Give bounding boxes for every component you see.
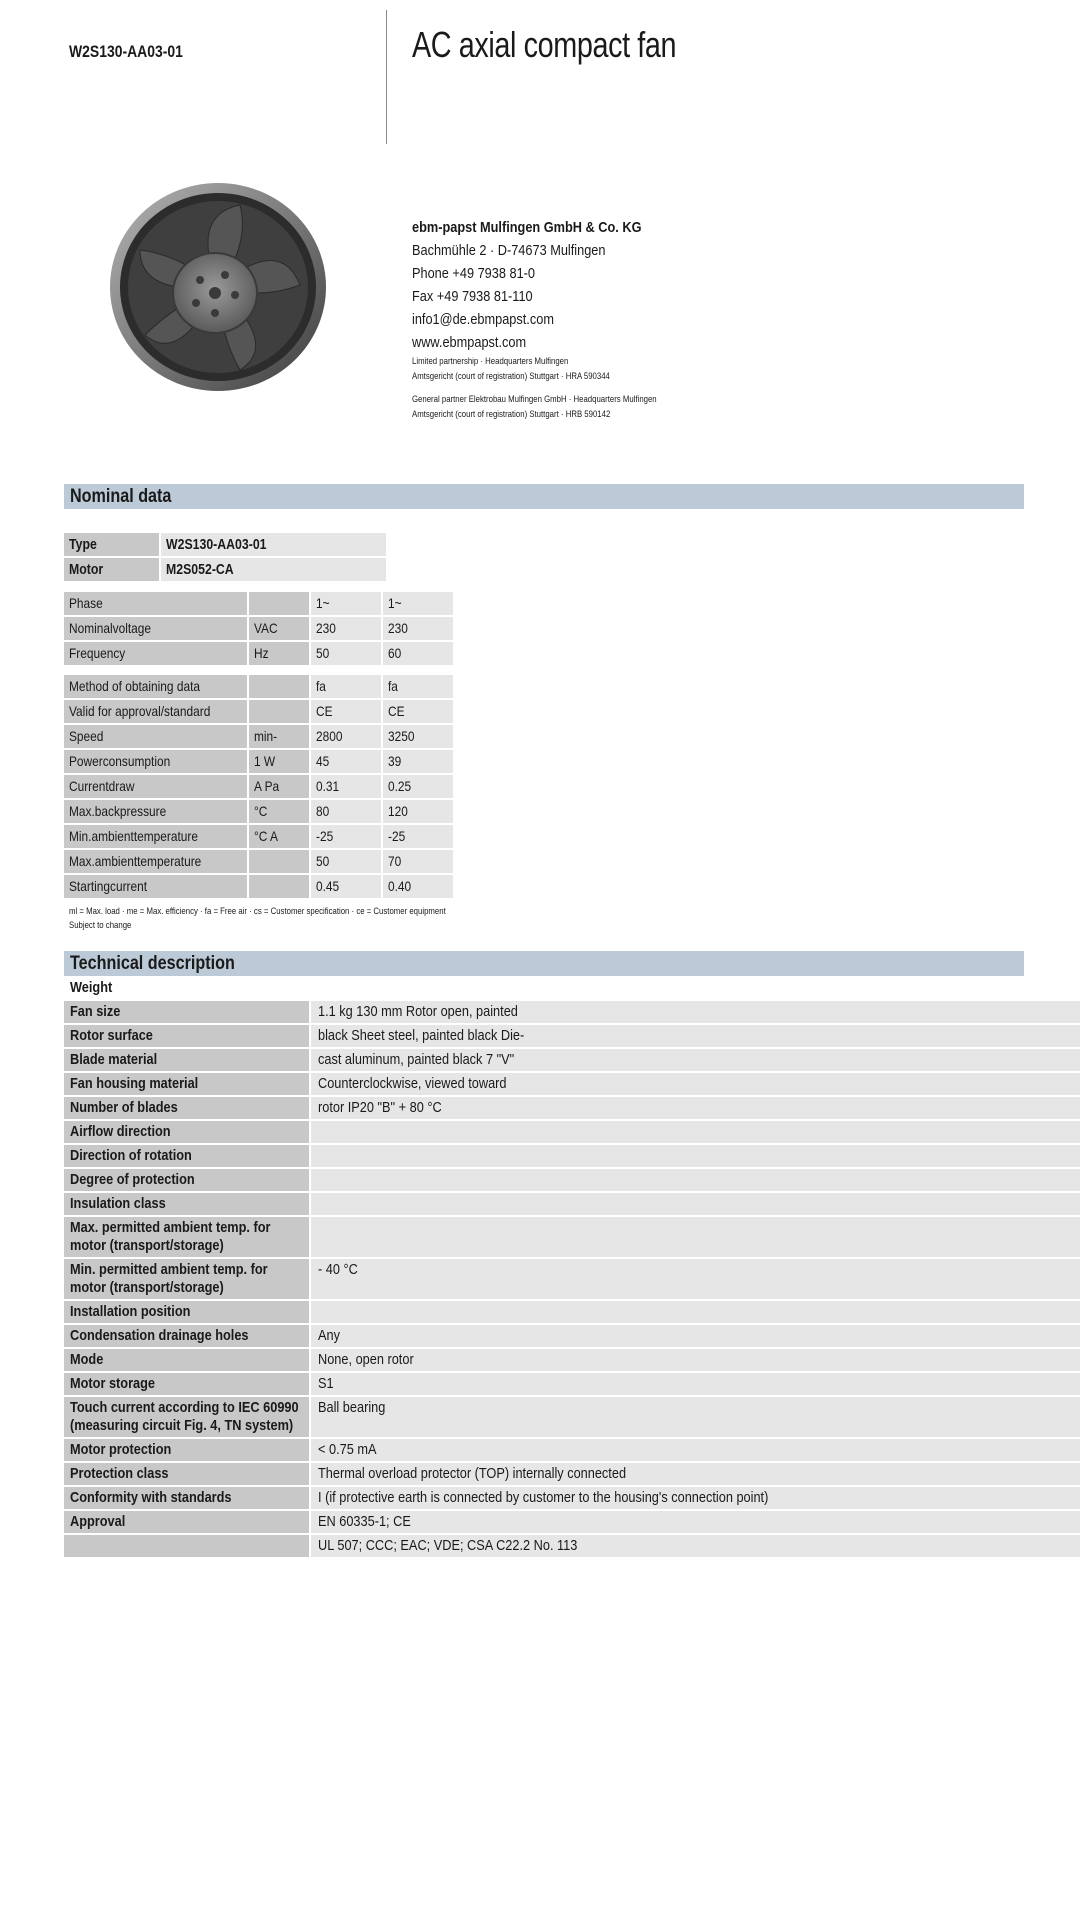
nominal-value-60hz <box>383 875 453 898</box>
nominal-row <box>64 850 453 873</box>
company-info <box>412 216 710 422</box>
nominal-value-50hz <box>311 675 381 698</box>
technical-row <box>64 1121 1024 1143</box>
technical-param-value <box>311 1025 1080 1047</box>
nominal-param-label <box>64 675 247 698</box>
technical-row <box>64 1463 1024 1485</box>
nominal-value-60hz-text: 120 <box>388 803 408 819</box>
nominal-param-label <box>64 750 247 773</box>
technical-param-label <box>64 977 309 999</box>
technical-param-value <box>311 1193 1080 1215</box>
technical-param-label-text: Rotor surface <box>70 1027 153 1044</box>
technical-param-label <box>64 1121 309 1143</box>
technical-param-value <box>311 1349 1080 1371</box>
technical-row <box>64 1301 1024 1323</box>
nominal-param-label <box>64 725 247 748</box>
nominal-value-60hz-text: fa <box>388 678 398 694</box>
nominal-value-60hz <box>383 700 453 723</box>
nominal-value-50hz-text: 230 <box>316 620 336 636</box>
type-value: W2S130-AA03-01 <box>161 533 386 556</box>
nominal-value-50hz-text: 45 <box>316 753 330 769</box>
technical-param-value <box>311 1097 1080 1119</box>
nominal-unit-text: VAC <box>254 620 278 636</box>
technical-row <box>64 1145 1024 1167</box>
nominal-value-50hz <box>311 825 381 848</box>
technical-param-label-text: Max. permitted ambient temp. for motor (transport/storage) <box>70 1219 271 1254</box>
technical-param-label <box>64 1511 309 1533</box>
nominal-value-60hz-text: CE <box>388 703 405 719</box>
nominal-value-60hz-text: 70 <box>388 853 402 869</box>
technical-param-value <box>311 1259 1080 1299</box>
technical-param-label-text: Touch current according to IEC 60990 (measuring circuit Fig. 4, TN system) <box>70 1399 299 1434</box>
nominal-unit <box>249 700 309 723</box>
nominal-param-label-text: Powerconsumption <box>69 753 171 769</box>
nominal-value-60hz <box>383 850 453 873</box>
nominal-unit <box>249 775 309 798</box>
nominal-param-label-text: Startingcurrent <box>69 878 148 894</box>
nominal-value-50hz-text: CE <box>316 703 333 719</box>
technical-param-label-text: Number of blades <box>70 1099 178 1116</box>
nominal-param-label-text: Max.backpressure <box>69 803 167 819</box>
technical-param-label-text: Condensation drainage holes <box>70 1327 249 1344</box>
technical-param-value-text: black Sheet steel, painted black Die- <box>318 1027 525 1044</box>
nominal-row <box>64 875 453 898</box>
technical-param-value <box>311 1373 1080 1395</box>
technical-param-label-text: Insulation class <box>70 1195 166 1212</box>
technical-param-label <box>64 1025 309 1047</box>
type-label: Type <box>64 533 159 556</box>
nominal-param-label <box>64 592 247 615</box>
technical-row <box>64 1325 1024 1347</box>
nominal-param-label <box>64 850 247 873</box>
technical-row <box>64 1439 1024 1461</box>
technical-param-value-text: < 0.75 mA <box>318 1441 377 1458</box>
nominal-unit <box>249 800 309 823</box>
nominal-value-60hz <box>383 750 453 773</box>
technical-param-value-text: UL 507; CCC; EAC; VDE; CSA C22.2 No. 113 <box>318 1537 578 1554</box>
nominal-value-60hz-text: 39 <box>388 753 402 769</box>
product-code: W2S130-AA03-01 <box>69 42 183 61</box>
nominal-value-50hz <box>311 642 381 665</box>
nominal-unit-text: 1 W <box>254 753 276 769</box>
technical-param-label <box>64 1439 309 1461</box>
nominal-unit <box>249 725 309 748</box>
technical-row <box>64 1397 1024 1437</box>
nominal-value-60hz-text: -25 <box>388 828 406 844</box>
technical-row <box>64 1049 1024 1071</box>
technical-param-label-text: Motor protection <box>70 1441 172 1458</box>
nominal-row <box>64 775 453 798</box>
nominal-param-label <box>64 800 247 823</box>
nominal-value-50hz-text: 1~ <box>316 595 330 611</box>
technical-row <box>64 1535 1024 1557</box>
technical-row <box>64 977 1024 999</box>
technical-param-value-text: 1.1 kg 130 mm Rotor open, painted <box>318 1003 518 1020</box>
nominal-param-label-text: Nominalvoltage <box>69 620 152 636</box>
company-phone: Phone +49 7938 81-0 <box>412 265 536 282</box>
nominal-value-60hz-text: 3250 <box>388 728 415 744</box>
company-address: Bachmühle 2 · D-74673 Mulfingen <box>412 242 606 259</box>
nominal-value-50hz-text: 2800 <box>316 728 343 744</box>
nominal-row <box>64 750 453 773</box>
technical-row <box>64 1193 1024 1215</box>
nominal-value-60hz <box>383 617 453 640</box>
nominal-row <box>64 800 453 823</box>
company-website: www.ebmpapst.com <box>412 334 527 351</box>
technical-param-label <box>64 1325 309 1347</box>
nominal-unit-text: °C <box>254 803 268 819</box>
nominal-param-label-text: Currentdraw <box>69 778 135 794</box>
nominal-unit <box>249 642 309 665</box>
technical-param-label-text: Protection class <box>70 1465 169 1482</box>
technical-param-label <box>64 1349 309 1371</box>
nominal-unit-text: °C A <box>254 828 278 844</box>
technical-param-label <box>64 1193 309 1215</box>
technical-param-value-text: Thermal overload protector (TOP) internally connected <box>318 1465 627 1482</box>
technical-param-label <box>64 1259 309 1299</box>
technical-param-value-text: Counterclockwise, viewed toward <box>318 1075 507 1092</box>
nominal-unit <box>249 592 309 615</box>
nominal-value-60hz <box>383 675 453 698</box>
type-row <box>64 533 386 556</box>
technical-row <box>64 1487 1024 1509</box>
nominal-value-50hz-text: 50 <box>316 853 330 869</box>
nominal-row <box>64 675 453 698</box>
nominal-value-60hz-text: 0.25 <box>388 778 412 794</box>
technical-row <box>64 1169 1024 1191</box>
nominal-value-50hz-text: 0.45 <box>316 878 340 894</box>
nominal-unit <box>249 617 309 640</box>
technical-param-value <box>311 1217 1080 1257</box>
technical-param-label-text: Approval <box>70 1513 126 1530</box>
nominal-unit <box>249 825 309 848</box>
nominal-value-50hz <box>311 592 381 615</box>
technical-row <box>64 1097 1024 1119</box>
technical-param-value <box>311 1487 1080 1509</box>
technical-param-label <box>64 1145 309 1167</box>
technical-param-value <box>311 1511 1080 1533</box>
nominal-unit-text: Hz <box>254 645 269 661</box>
nominal-param-label <box>64 875 247 898</box>
technical-param-label <box>64 1049 309 1071</box>
legal-line: Limited partnership · Headquarters Mulfingen <box>412 356 569 367</box>
technical-param-label-text: Airflow direction <box>70 1123 171 1140</box>
technical-param-label <box>64 1535 309 1557</box>
technical-param-label-text: Installation position <box>70 1303 191 1320</box>
technical-row <box>64 1001 1024 1023</box>
nominal-value-50hz <box>311 725 381 748</box>
nominal-value-50hz <box>311 700 381 723</box>
technical-param-value-text: Any <box>318 1327 340 1344</box>
technical-row <box>64 1259 1024 1299</box>
nominal-unit-text: A Pa <box>254 778 280 794</box>
nominal-value-50hz-text: 80 <box>316 803 330 819</box>
technical-param-label-text: Motor storage <box>70 1375 156 1392</box>
nominal-param-label-text: Frequency <box>69 645 126 661</box>
header-divider <box>386 10 387 144</box>
nominal-value-50hz <box>311 875 381 898</box>
technical-param-value <box>311 1049 1080 1071</box>
nominal-footnote <box>69 905 528 933</box>
technical-param-value <box>311 1001 1080 1023</box>
technical-description-table <box>64 977 1024 1559</box>
technical-param-value-text: - 40 °C <box>318 1261 358 1278</box>
technical-param-value <box>311 1439 1080 1461</box>
technical-param-label <box>64 1001 309 1023</box>
technical-param-label-text: Blade material <box>70 1051 158 1068</box>
table-spacer <box>64 667 453 675</box>
technical-row <box>64 1025 1024 1047</box>
technical-description-header: Technical description <box>64 951 1024 976</box>
legal-line: General partner Elektrobau Mulfingen GmbH · Headquarters Mulfingen <box>412 394 657 405</box>
technical-param-label <box>64 1073 309 1095</box>
technical-param-value-text: cast aluminum, painted black 7 "V" <box>318 1051 515 1068</box>
technical-param-value <box>311 977 1080 999</box>
technical-row <box>64 1217 1024 1257</box>
nominal-row <box>64 642 453 665</box>
nominal-param-label-text: Phase <box>69 595 103 611</box>
technical-param-value-text: S1 <box>318 1375 334 1392</box>
nominal-param-label-text: Valid for approval/standard <box>69 703 211 719</box>
nominal-param-label-text: Method of obtaining data <box>69 678 201 694</box>
technical-param-label-text: Fan housing material <box>70 1075 199 1092</box>
technical-param-label <box>64 1397 309 1437</box>
nominal-value-50hz <box>311 750 381 773</box>
technical-row <box>64 1073 1024 1095</box>
technical-param-label <box>64 1217 309 1257</box>
nominal-param-label-text: Max.ambienttemperature <box>69 853 202 869</box>
fan-product-image <box>100 175 330 405</box>
nominal-value-60hz <box>383 825 453 848</box>
nominal-value-60hz <box>383 725 453 748</box>
footnote-subject-to-change: Subject to change <box>69 920 132 931</box>
nominal-value-60hz-text: 1~ <box>388 595 402 611</box>
nominal-value-50hz-text: -25 <box>316 828 334 844</box>
motor-label: Motor <box>64 558 159 581</box>
motor-row <box>64 558 386 581</box>
nominal-value-50hz-text: 0.31 <box>316 778 340 794</box>
nominal-value-60hz-text: 230 <box>388 620 408 636</box>
nominal-value-50hz <box>311 800 381 823</box>
nominal-row <box>64 725 453 748</box>
nominal-value-60hz-text: 60 <box>388 645 402 661</box>
nominal-row <box>64 700 453 723</box>
nominal-unit <box>249 850 309 873</box>
nominal-param-label-text: Min.ambienttemperature <box>69 828 198 844</box>
nominal-data-table <box>64 592 453 900</box>
type-motor-table <box>64 533 386 583</box>
technical-param-label-text: Weight <box>70 979 113 996</box>
company-name: ebm-papst Mulfingen GmbH & Co. KG <box>412 219 642 236</box>
technical-param-value <box>311 1073 1080 1095</box>
technical-param-value <box>311 1301 1080 1323</box>
technical-param-label <box>64 1301 309 1323</box>
nominal-value-50hz-text: 50 <box>316 645 330 661</box>
nominal-param-label <box>64 775 247 798</box>
footnote-abbreviations: ml = Max. load · me = Max. efficiency · fa = Free air · cs = Customer specification · ce = Customer equipment <box>69 906 446 917</box>
nominal-param-label <box>64 642 247 665</box>
nominal-value-50hz <box>311 617 381 640</box>
technical-param-value <box>311 1463 1080 1485</box>
company-email: info1@de.ebmpapst.com <box>412 311 554 328</box>
nominal-unit <box>249 875 309 898</box>
technical-param-value-text: rotor IP20 "B" + 80 °C <box>318 1099 442 1116</box>
nominal-data-header: Nominal data <box>64 484 1024 509</box>
nominal-param-label <box>64 617 247 640</box>
nominal-row <box>64 617 453 640</box>
technical-param-label-text: Degree of protection <box>70 1171 195 1188</box>
nominal-param-label-text: Speed <box>69 728 104 744</box>
legal-line: Amtsgericht (court of registration) Stuttgart · HRA 590344 <box>412 371 610 382</box>
technical-row <box>64 1349 1024 1371</box>
nominal-value-50hz <box>311 850 381 873</box>
nominal-value-60hz <box>383 775 453 798</box>
nominal-row <box>64 825 453 848</box>
technical-row <box>64 1373 1024 1395</box>
technical-param-label <box>64 1487 309 1509</box>
technical-param-value <box>311 1145 1080 1167</box>
technical-param-value <box>311 1397 1080 1437</box>
nominal-param-label <box>64 700 247 723</box>
nominal-value-60hz <box>383 642 453 665</box>
technical-param-value-text: EN 60335-1; CE <box>318 1513 411 1530</box>
nominal-value-50hz-text: fa <box>316 678 326 694</box>
motor-value: M2S052-CA <box>161 558 386 581</box>
nominal-value-60hz-text: 0.40 <box>388 878 412 894</box>
legal-line: Amtsgericht (court of registration) Stuttgart · HRB 590142 <box>412 409 611 420</box>
technical-param-label-text: Direction of rotation <box>70 1147 192 1164</box>
document-title: AC axial compact fan <box>412 24 677 65</box>
technical-param-value-text: I (if protective earth is connected by customer to the housing's connection point) <box>318 1489 769 1506</box>
technical-param-label <box>64 1097 309 1119</box>
technical-param-label-text: Mode <box>70 1351 104 1368</box>
technical-param-label-text: Min. permitted ambient temp. for motor (transport/storage) <box>70 1261 268 1296</box>
technical-param-value-text: None, open rotor <box>318 1351 414 1368</box>
technical-param-label <box>64 1169 309 1191</box>
company-fax: Fax +49 7938 81-110 <box>412 288 533 305</box>
nominal-value-60hz <box>383 592 453 615</box>
technical-param-value <box>311 1169 1080 1191</box>
technical-param-value <box>311 1535 1080 1557</box>
nominal-row <box>64 592 453 615</box>
nominal-value-60hz <box>383 800 453 823</box>
technical-param-label-text: Fan size <box>70 1003 121 1020</box>
nominal-param-label <box>64 825 247 848</box>
technical-param-value <box>311 1121 1080 1143</box>
technical-row <box>64 1511 1024 1533</box>
technical-param-value <box>311 1325 1080 1347</box>
nominal-unit-text: min- <box>254 728 278 744</box>
nominal-unit <box>249 675 309 698</box>
technical-param-value-text: Ball bearing <box>318 1399 386 1416</box>
nominal-unit <box>249 750 309 773</box>
nominal-value-50hz <box>311 775 381 798</box>
technical-param-label-text: Conformity with standards <box>70 1489 232 1506</box>
technical-param-label <box>64 1373 309 1395</box>
technical-param-label <box>64 1463 309 1485</box>
